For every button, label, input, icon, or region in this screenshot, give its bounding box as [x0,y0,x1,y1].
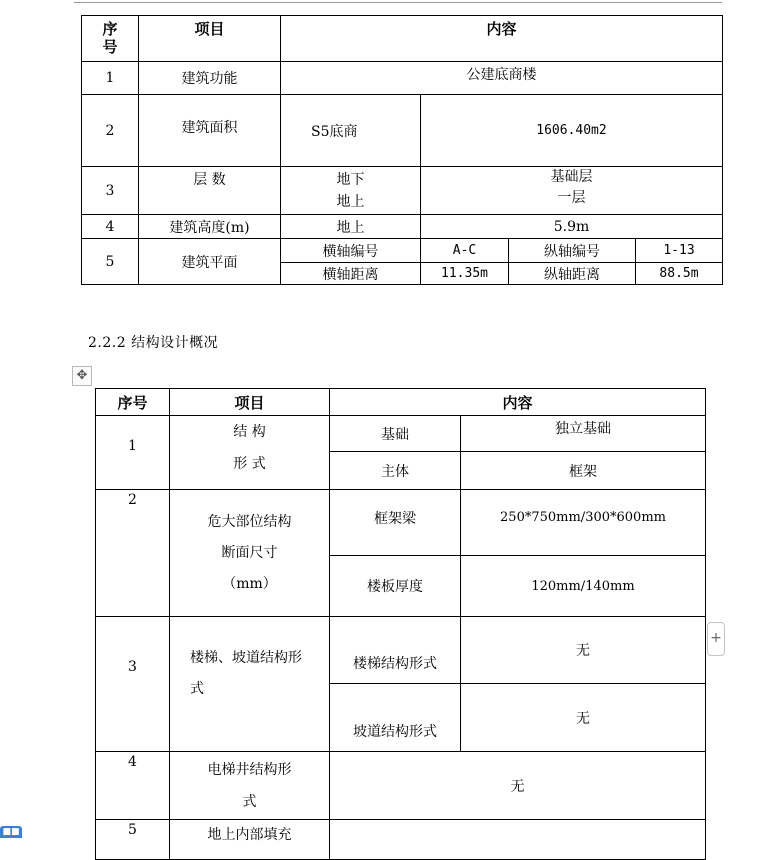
axis-label: 横轴编号 [281,239,421,263]
content-value: 无 [461,617,706,684]
building-overview-table [81,15,723,285]
content-value: 独立基础 [461,416,706,452]
row-sub [281,167,421,215]
content-label: 主体 [330,452,461,490]
item-line: 楼梯、坡道结构形 [190,650,302,666]
value-above: 一层 [557,190,586,206]
axis-label: 横轴距离 [281,263,421,285]
item-line: 电梯井结构形 [207,761,292,778]
item-line: 形 式 [233,456,266,472]
content-label: 楼梯结构形式 [330,617,461,684]
row-value: 1606.40m2 [421,95,723,167]
content-value: 无 [461,684,706,752]
row-item [170,752,330,820]
row-item: 建筑平面 [139,239,281,285]
header-no: 序号 [96,389,170,416]
value-basement: 基础层 [550,169,593,185]
row-no: 1 [82,62,139,95]
section-heading: 2.2.2 结构设计概况 [88,335,219,351]
content-value [330,820,706,860]
row-no: 4 [82,215,139,239]
axis-value: 11.35m [421,263,509,285]
header-item: 项目 [170,389,330,416]
row-sub: S5底商 [281,95,421,167]
row-no: 2 [96,490,170,617]
row-item [170,490,330,617]
content-label: 楼板厚度 [330,556,461,617]
row-no: 5 [82,239,139,285]
item-line: 式 [190,681,204,697]
row-value: 5.9m [421,215,723,239]
row-item [170,416,330,490]
row-no: 5 [96,820,170,860]
header-item: 项目 [139,16,281,62]
row-item: 地上内部填充 [170,820,330,860]
row-content: 公建底商楼 [281,62,723,95]
content-label: 框架梁 [330,490,461,556]
header-no: 序 号 [82,16,139,62]
row-no: 3 [82,167,139,215]
axis-value: 88.5m [636,263,723,285]
axis-label: 纵轴距离 [509,263,636,285]
row-item: 建筑面积 [139,95,281,167]
row-item [170,617,330,752]
row-item: 层 数 [139,167,281,215]
move-icon[interactable]: ✥ [72,366,92,386]
row-no: 4 [96,752,170,820]
content-value: 120mm/140mm [461,556,706,617]
content-label: 坡道结构形式 [330,684,461,752]
axis-value: A-C [421,239,509,263]
sub-basement: 地下 [336,171,365,188]
content-value: 250*750mm/300*600mm [461,490,706,556]
row-item: 建筑功能 [139,62,281,95]
content-label: 基础 [330,416,461,452]
row-value [421,167,723,215]
header-content: 内容 [281,16,723,62]
axis-value: 1-13 [636,239,723,263]
row-no: 3 [96,617,170,752]
add-row-icon[interactable]: + [707,622,725,656]
structure-overview-table [95,388,706,860]
item-line: 危大部位结构 [207,513,292,530]
sub-above: 地上 [336,193,365,210]
item-line: （mm） [222,575,277,592]
page-top-rule [74,2,722,3]
app-badge-icon[interactable]: ■■ [0,826,22,838]
header-content: 内容 [330,389,706,416]
row-no: 1 [96,416,170,490]
row-no: 2 [82,95,139,167]
row-sub: 地上 [281,215,421,239]
content-value: 无 [330,752,706,820]
axis-label: 纵轴编号 [509,239,636,263]
row-item: 建筑高度(m) [139,215,281,239]
item-line: 断面尺寸 [221,544,278,561]
item-line: 结 构 [233,424,266,440]
item-line: 式 [242,793,257,810]
content-value: 框架 [461,452,706,490]
